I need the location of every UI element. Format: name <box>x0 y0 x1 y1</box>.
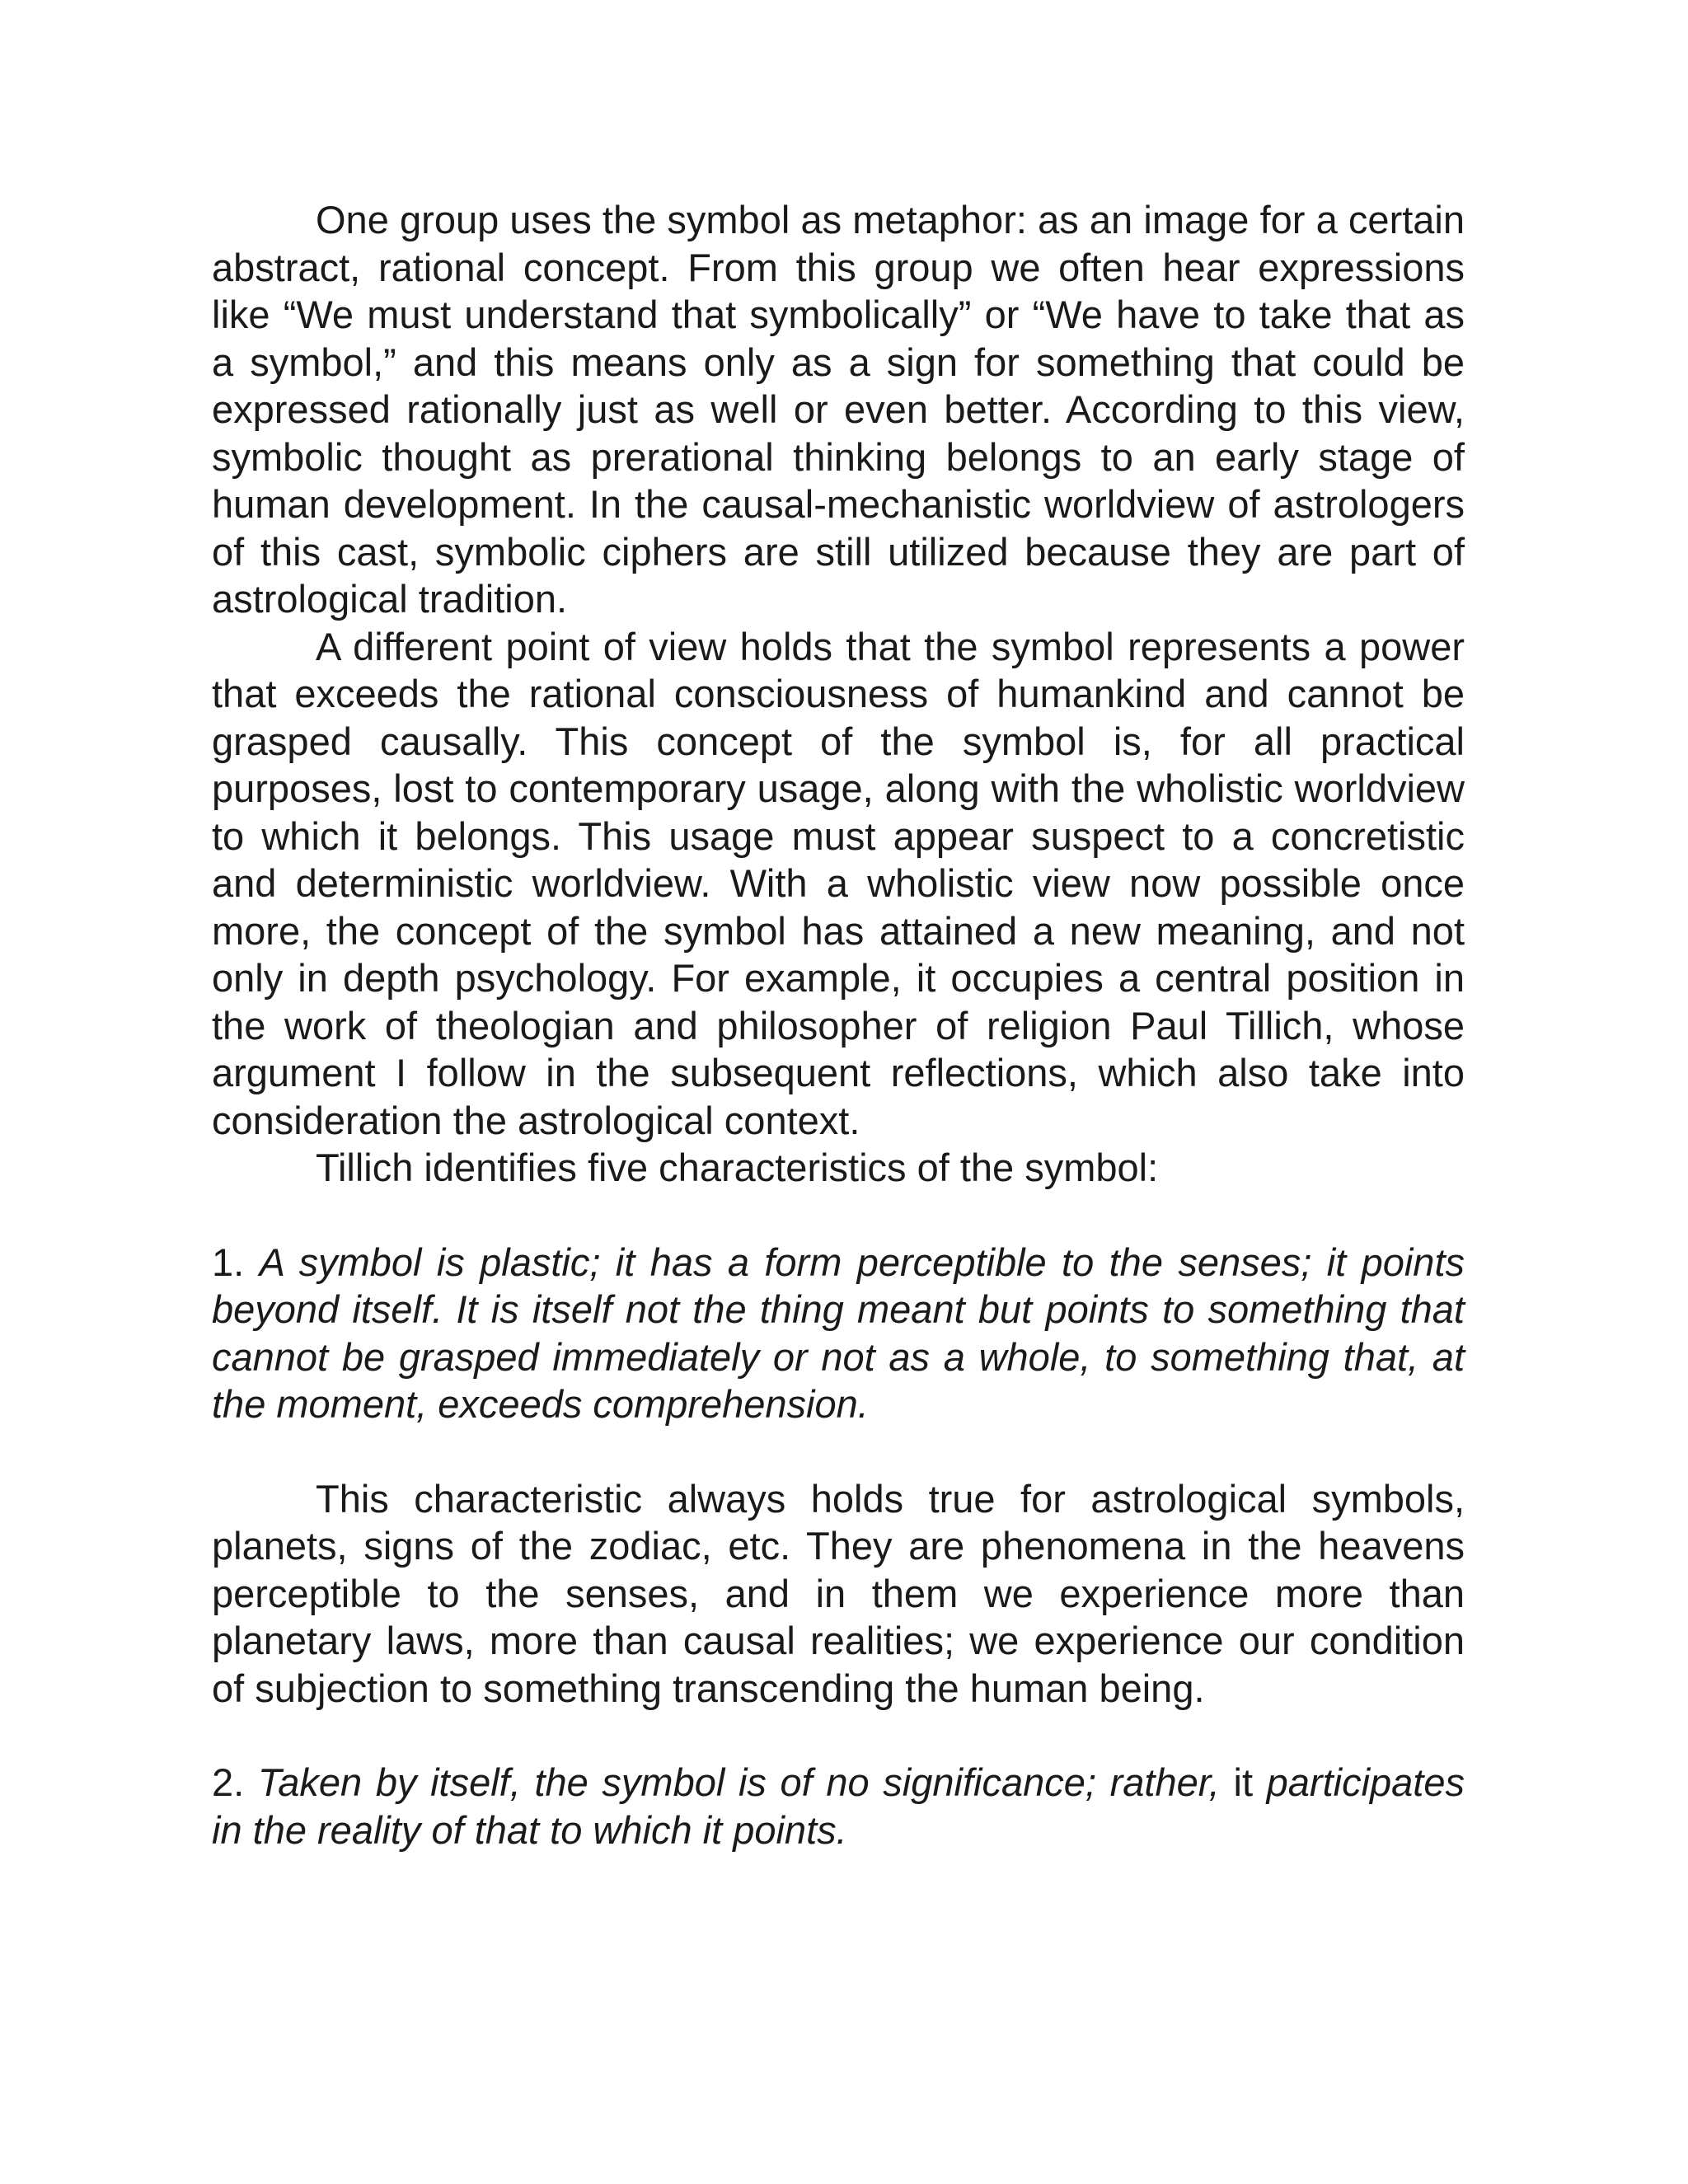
paragraph-astrological-symbols: This characteristic always holds true for astrological symbols, planets, signs of the zodiac, etc. They are phenomena in the heavens perceptible to the senses, and in them we experience more than planetary laws, more than causal realities; we experience our condition of subjection to something transcending the human being. <box>212 1476 1465 1710</box>
item-number: 2. <box>212 1760 245 1804</box>
spacer <box>212 1428 1465 1475</box>
characteristic-item-2 <box>212 1759 1465 1854</box>
item-text: A symbol is plastic; it has a form perceptible to the senses; it points beyond itself. It is itself not the thing meant but points to something that cannot be grasped immediately or not as a whole, to something that, at the moment, exceeds comprehension. <box>212 1240 1465 1426</box>
characteristic-item-1 <box>212 1239 1465 1428</box>
paragraph-metaphor: One group uses the symbol as metaphor: as an image for a certain abstract, rational concept. From this group we often hear expressions like “We must understand that symbolically” or “We have to take that as a symbol,” and this means only as a sign for something that could be expressed rationally just as well or even better. According to this view, symbolic thought as prerational thinking belongs to an early stage of human development. In the causal-mechanistic worldview of astrologers of this cast, symbolic ciphers are still utilized because they are part of astrological tradition. <box>212 198 1465 621</box>
paragraph-tillich-intro: Tillich identifies five characteristics of the symbol: <box>316 1146 1159 1189</box>
item-text-plain: it <box>1233 1760 1253 1804</box>
body-text <box>212 196 1465 1854</box>
item-text-italic-cont: participates in the reality of that to which it points. <box>212 1760 1465 1852</box>
item-number: 1. <box>212 1240 245 1284</box>
item-text-italic: Taken by itself, the symbol is of no significance; rather, <box>257 1760 1220 1804</box>
spacer <box>212 1712 1465 1759</box>
paragraph-different-view: A different point of view holds that the symbol represents a power that exceeds the rational consciousness of humankind and cannot be grasped causally. This concept of the symbol is, for all practical purposes, lost to contemporary usage, along with the wholistic worldview to which it belongs. This usage must appear suspect to a concretistic and deterministic worldview. With a wholistic view now possible once more, the concept of the symbol has attained a new meaning, and not only in depth psychology. For example, it occupies a central position in the work of theologian and philosopher of religion Paul Tillich, whose argument I follow in the subsequent reflections, which also take into consideration the astrological context. <box>212 624 1465 1142</box>
spacer <box>212 1192 1465 1239</box>
